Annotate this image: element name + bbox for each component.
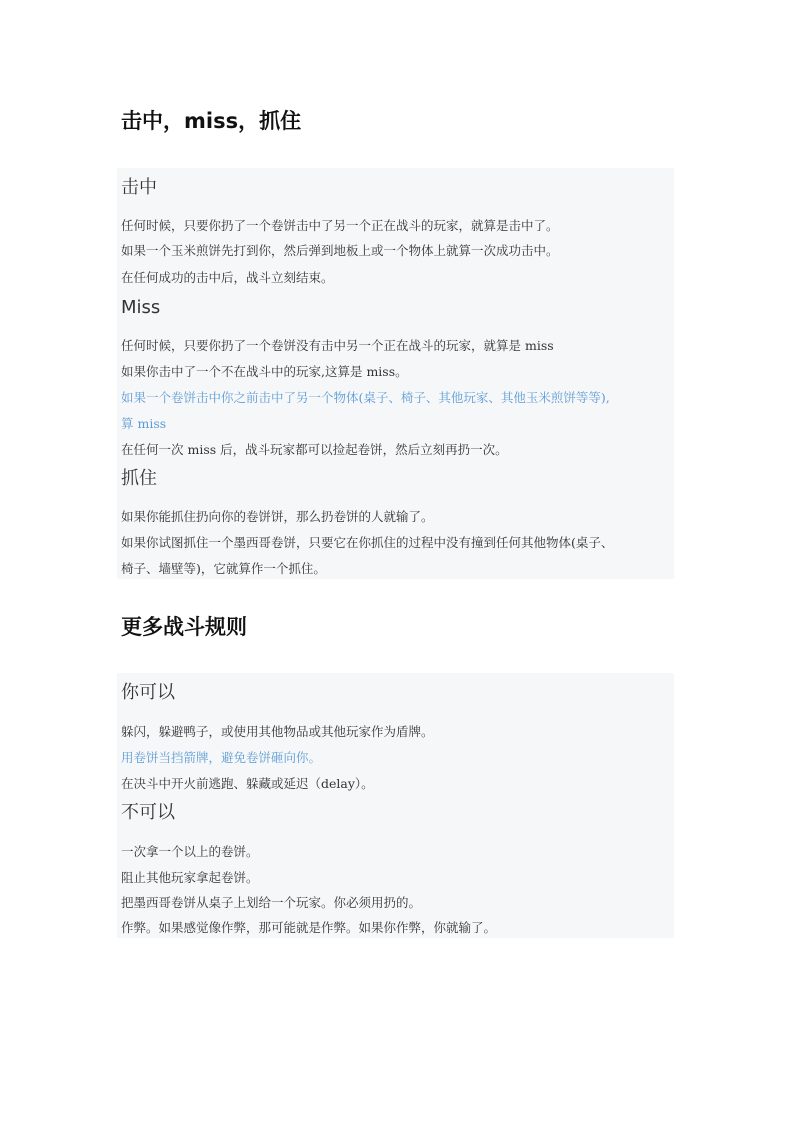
catch-line-3: 椅子、墙壁等)，它就算作一个抓住。: [121, 561, 326, 576]
hit-line-3: 在任何成功的击中后，战斗立刻结束。: [121, 270, 334, 285]
can-line-2: 用卷饼当挡箭牌，避免卷饼砸向你。: [121, 750, 322, 765]
cannot-line-2: 阻止其他玩家拿起卷饼。: [121, 870, 259, 885]
subheading-catch: 抓住: [121, 468, 157, 489]
miss-line-5: 在任何一次 miss 后，战斗玩家都可以捡起卷饼，然后立刻再扔一次。: [121, 442, 508, 457]
subheading-cannot: 不可以: [121, 802, 175, 823]
cannot-line-3: 把墨西哥卷饼从桌子上划给一个玩家。你必须用扔的。: [121, 895, 422, 910]
hit-line-2: 如果一个玉米煎饼先打到你，然后弹到地板上或一个物体上就算一次成功击中。: [121, 243, 559, 258]
miss-line-2: 如果你击中了一个不在战斗中的玩家,这算是 miss。: [121, 364, 408, 379]
can-line-1: 躲闪，躲避鸭子，或使用其他物品或其他玩家作为盾牌。: [121, 724, 434, 739]
rules-panel-more-rules: [117, 673, 674, 938]
hit-line-1: 任何时候，只要你扔了一个卷饼击中了另一个正在战斗的玩家，就算是击中了。: [121, 218, 559, 233]
cannot-line-4: 作弊。如果感觉像作弊，那可能就是作弊。如果你作弊，你就输了。: [121, 920, 497, 935]
cannot-line-1: 一次拿一个以上的卷饼。: [121, 844, 259, 859]
miss-line-4: 算 miss: [121, 416, 167, 431]
rules-panel-hit-miss-catch: [117, 168, 674, 579]
catch-line-1: 如果你能抓住扔向你的卷饼饼，那么扔卷饼的人就输了。: [121, 509, 434, 524]
can-line-3: 在决斗中开火前逃跑、躲藏或延迟（delay）。: [121, 776, 374, 791]
subheading-miss: Miss: [121, 297, 161, 318]
miss-line-3: 如果一个卷饼击中你之前击中了另一个物体(桌子、椅子、其他玩家、其他玉米煎饼等等),: [121, 390, 610, 405]
subheading-you-can: 你可以: [121, 682, 175, 703]
catch-line-2: 如果你试图抓住一个墨西哥卷饼，只要它在你抓住的过程中没有撞到任何其他物体(桌子、: [121, 535, 614, 550]
subheading-hit: 击中: [121, 177, 157, 198]
miss-line-1: 任何时候，只要你扔了一个卷饼没有击中另一个正在战斗的玩家，就算是 miss: [121, 338, 554, 353]
section-title-hit-miss-catch: 击中，miss，抓住: [121, 109, 302, 133]
section-title-more-rules: 更多战斗规则: [121, 615, 247, 639]
